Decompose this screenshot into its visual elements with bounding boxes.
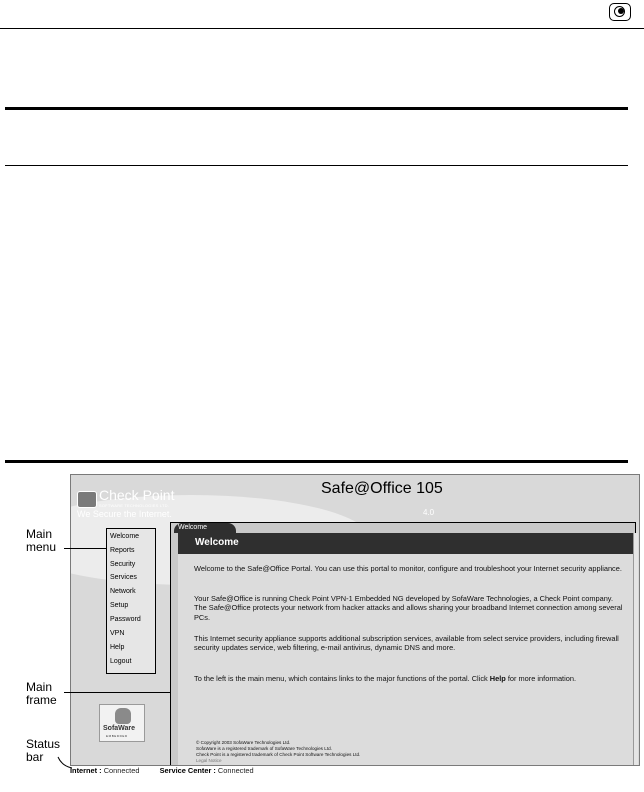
sofaware-logo [99,704,145,742]
chapter-badge-icon [609,3,631,21]
header-rule [0,28,644,29]
leader-status-bar [40,756,80,772]
welcome-paragraph-3: This Internet security appliance supports additional subscription services, available from select service providers, including firewall security updates service, web filtering, e-mail antivirus, dynamic DNS and more. [194,634,619,653]
leader-main-frame [64,692,170,693]
internet-status-value: Connected [103,766,140,775]
menu-item-welcome[interactable]: Welcome [110,533,140,540]
section-rule-bottom [5,460,628,463]
welcome-paragraph-1: Welcome to the Safe@Office Portal. You can use this portal to monitor, configure and troubleshoot your Internet security appliance. [194,564,622,573]
brand-subtitle: SOFTWARE TECHNOLOGIES LTD. [99,503,170,508]
welcome-paragraph-4 [194,674,624,683]
service-center-value: Connected [217,766,254,775]
paragraph-4-end: for more information. [505,674,577,683]
leader-main-menu [64,548,106,549]
internet-status-label: Internet : [70,766,102,775]
sofaware-embedded: EMBEDDED [106,734,128,738]
help-link[interactable]: Help [489,674,506,683]
callout-status-bar: Status bar [26,737,61,764]
paragraph-4-start: To the left is the main menu, which contains links to the major functions of the portal. Click [194,674,490,683]
sofaware-name: SofaWare [103,725,136,732]
menu-item-logout[interactable]: Logout [110,658,132,665]
sofaware-mascot-icon [115,708,131,724]
sofaware-trademark-line: SofaWare is a registered trademark of SofaWare Technologies Ltd. [196,746,332,751]
menu-item-security[interactable]: Security [110,561,136,568]
menu-item-reports[interactable]: Reports [110,547,135,554]
copyright-line: © Copyright 2003 SofaWare Technologies Ltd. [196,740,291,745]
content-body [178,554,633,765]
content-scrollbar[interactable] [633,533,638,765]
menu-item-services[interactable]: Services [110,574,137,581]
brand-tagline: We Secure the Internet. [77,509,172,519]
portal-screenshot [70,474,640,766]
callout-main-menu: Main menu [26,527,57,554]
check-point-logo-icon [77,491,97,508]
tab-welcome[interactable]: Welcome [174,523,236,533]
menu-item-help[interactable]: Help [110,644,125,651]
menu-item-password[interactable]: Password [110,616,141,623]
brand-name: Check Point [99,487,175,503]
service-center-label: Service Center : [159,766,216,775]
section-rule-thin [5,165,628,166]
status-bar [70,766,640,776]
welcome-paragraph-2: Your Safe@Office is running Check Point VPN-1 Embedded NG developed by SofaWare Technologies, a Check Point company. The Safe@Office protects your network from hacker attacks and allows sharing your broadband Internet connection among several PCs. [194,594,623,622]
content-heading: Welcome [195,537,239,548]
menu-item-setup[interactable]: Setup [110,602,129,609]
main-menu [106,528,156,674]
product-version: 4.0 [423,508,435,517]
content-header [178,533,633,554]
product-title: Safe@Office 105 [321,480,443,497]
callout-main-frame: Main frame [26,680,57,707]
menu-item-network[interactable]: Network [110,588,136,595]
legal-notice-link[interactable]: Legal Notice [196,758,222,763]
section-rule-top [5,107,628,110]
menu-item-vpn[interactable]: VPN [110,630,125,637]
check-point-trademark-line: Check Point is a registered trademark of Check Point Software Technologies Ltd. [196,752,361,757]
